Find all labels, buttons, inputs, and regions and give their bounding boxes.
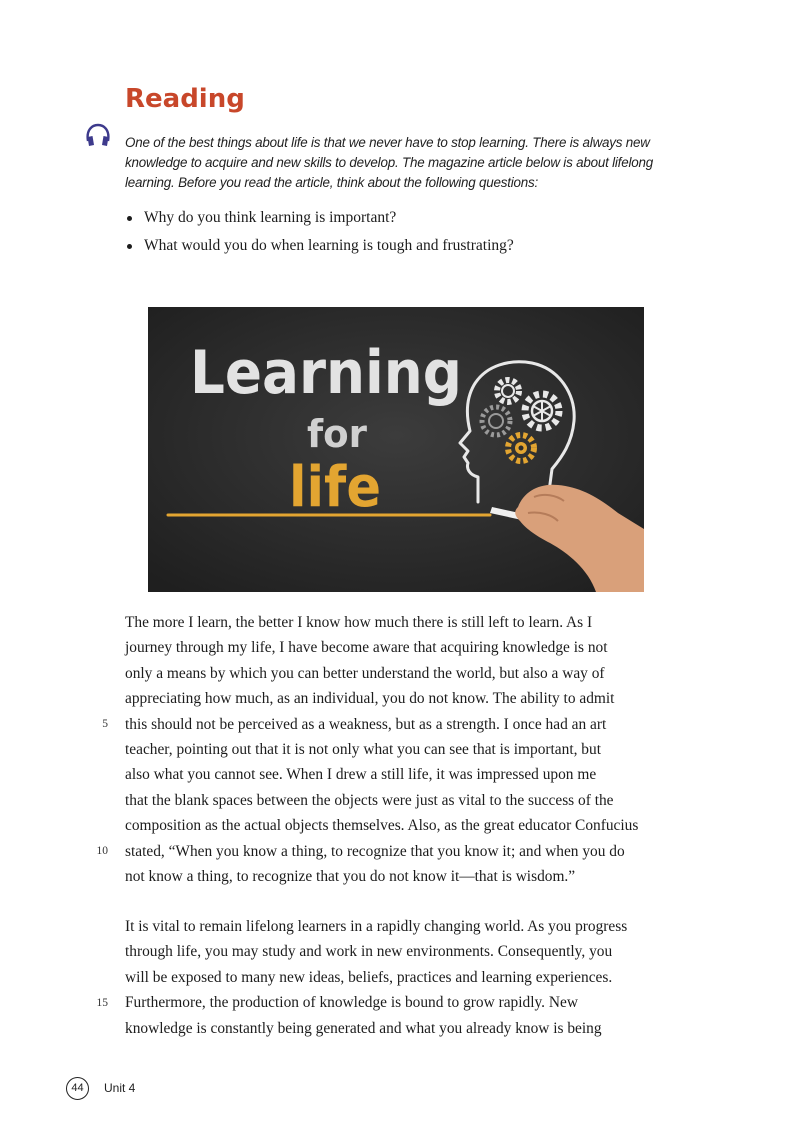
headphones-icon[interactable] [84, 122, 112, 148]
line-number: 10 [96, 844, 108, 857]
line-number: 15 [96, 996, 108, 1009]
line-number: 5 [102, 717, 108, 730]
banner-life-text: life [289, 455, 381, 520]
learning-for-life-image [148, 307, 644, 592]
article-line: not know a thing, to recognize that you do not know it—that is wisdom.” [125, 867, 576, 885]
bullet-icon [127, 244, 132, 249]
article-paragraph-1 [125, 610, 725, 889]
article-line: knowledge is constantly being generated and what you already know is being [125, 1019, 602, 1037]
article-line: composition as the actual objects themselves. Also, as the great educator Confucius [125, 817, 639, 835]
question-list [125, 205, 514, 261]
article-line: It is vital to remain lifelong learners in a rapidly changing world. As you progress [125, 918, 628, 935]
article-line: stated, “When you know a thing, to recognize that you know it; and when you do [125, 842, 625, 860]
article-line: through life, you may study and work in new environments. Consequently, you [125, 943, 613, 961]
article-line: will be exposed to many new ideas, beliefs, practices and learning experiences. [125, 968, 613, 986]
bullet-icon [127, 216, 132, 221]
banner-learning-text: Learning [190, 338, 462, 408]
question-text: Why do you think learning is important? [144, 209, 397, 226]
unit-label: Unit 4 [104, 1081, 136, 1095]
article-line: teacher, pointing out that it is not only what you can see that is important, but [125, 740, 601, 758]
article-line: journey through my life, I have become aware that acquiring knowledge is not [125, 639, 608, 657]
question-text: What would you do when learning is tough and frustrating? [144, 237, 514, 254]
article-line: this should not be perceived as a weakness, but as a strength. I once had an art [125, 715, 607, 733]
article-line: The more I learn, the better I know how much there is still left to learn. As I [125, 614, 593, 631]
question-item [125, 233, 514, 261]
article-paragraph-2 [125, 914, 725, 1041]
article-line: appreciating how much, as an individual, you do not know. The ability to admit [125, 690, 615, 708]
question-item [125, 205, 514, 233]
intro-paragraph: One of the best things about life is that we never have to stop learning. There is always new knowledge to acquire and new skills to develop. The magazine article below is about lifelong learning. Before you read the article, think about the following questions: [125, 135, 653, 190]
banner-for-text: for [307, 412, 368, 456]
reading-heading: Reading [125, 84, 245, 114]
article-line: that the blank spaces between the objects were just as vital to the success of the [125, 791, 614, 809]
article-line: only a means by which you can better understand the world, but also a way of [125, 664, 605, 682]
article-line: also what you cannot see. When I drew a still life, it was impressed upon me [125, 766, 597, 784]
page-number: 44 [66, 1077, 89, 1100]
article-line: Furthermore, the production of knowledge is bound to grow rapidly. New [125, 994, 578, 1012]
